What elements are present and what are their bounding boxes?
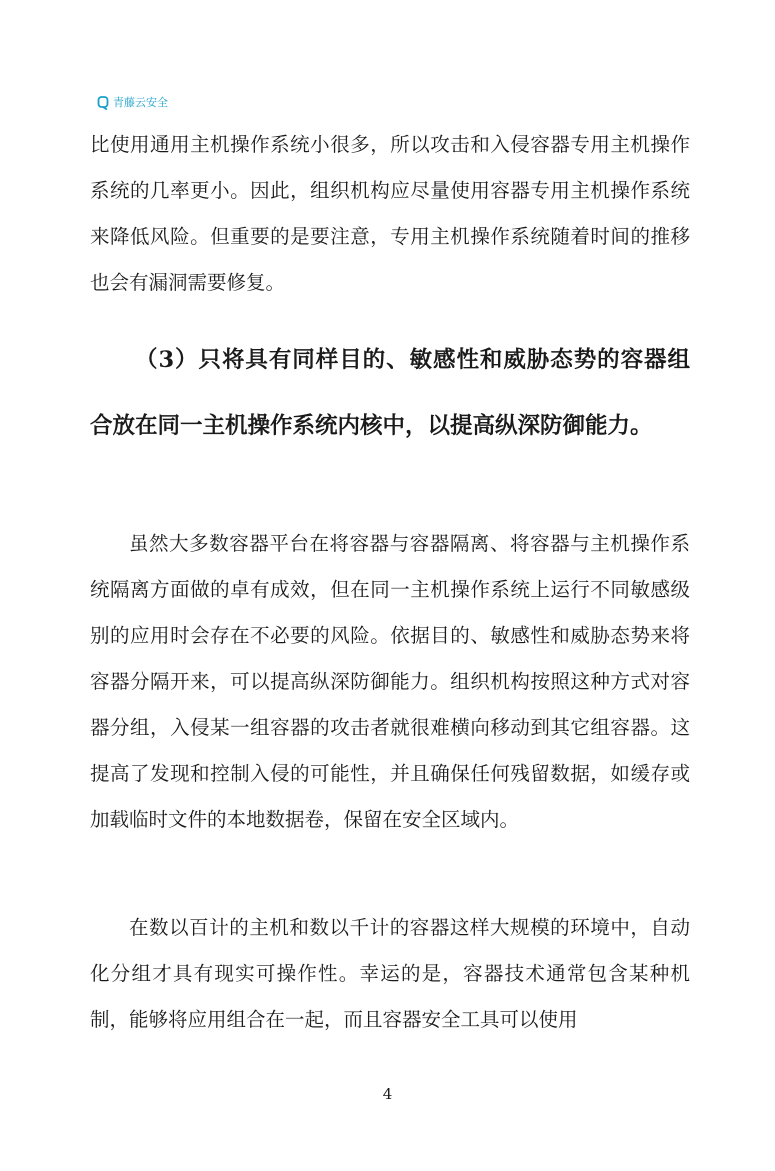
page-number: 4 <box>382 1085 393 1103</box>
body-paragraph: 在数以百计的主机和数以千计的容器这样大规模的环境中，自动化分组才具有现实可操作性。幸运的是，容器技术通常包含某种机制，能够将应用组合在一起，而且容器安全工具可以使用 <box>90 916 690 1031</box>
header-logo <box>97 94 168 112</box>
body-paragraph: 虽然大多数容器平台在将容器与容器隔离、将容器与主机操作系统隔离方面做的卓有成效，但在同一主机操作系统上运行不同敏感级别的应用时会存在不必要的风险。依据目的、敏感性和威胁态势来将容器分隔开来，可以提高纵深防御能力。组织机构按照这种方式对容器分组，入侵某一组容器的攻击者就很难横向移动到其它组容器。这提高了发现和控制入侵的可能性，并且确保任何残留数据，如缓存或加载临时文件的本地数据卷，保留在安全区域内。 <box>90 532 690 831</box>
section-heading: （3）只将具有同样目的、敏感性和威胁态势的容器组合放在同一主机操作系统内核中，以提高纵深防御能力。 <box>90 347 690 439</box>
brand-name: 青藤云安全 <box>113 96 168 109</box>
brand-logo-icon <box>97 96 109 110</box>
body-paragraph-continued: 比使用通用主机操作系统小很多，所以攻击和入侵容器专用主机操作系统的几率更小。因此，组织机构应尽量使用容器专用主机操作系统来降低风险。但重要的是要注意，专用主机操作系统随着时间的推移也会有漏洞需要修复。 <box>90 133 690 294</box>
